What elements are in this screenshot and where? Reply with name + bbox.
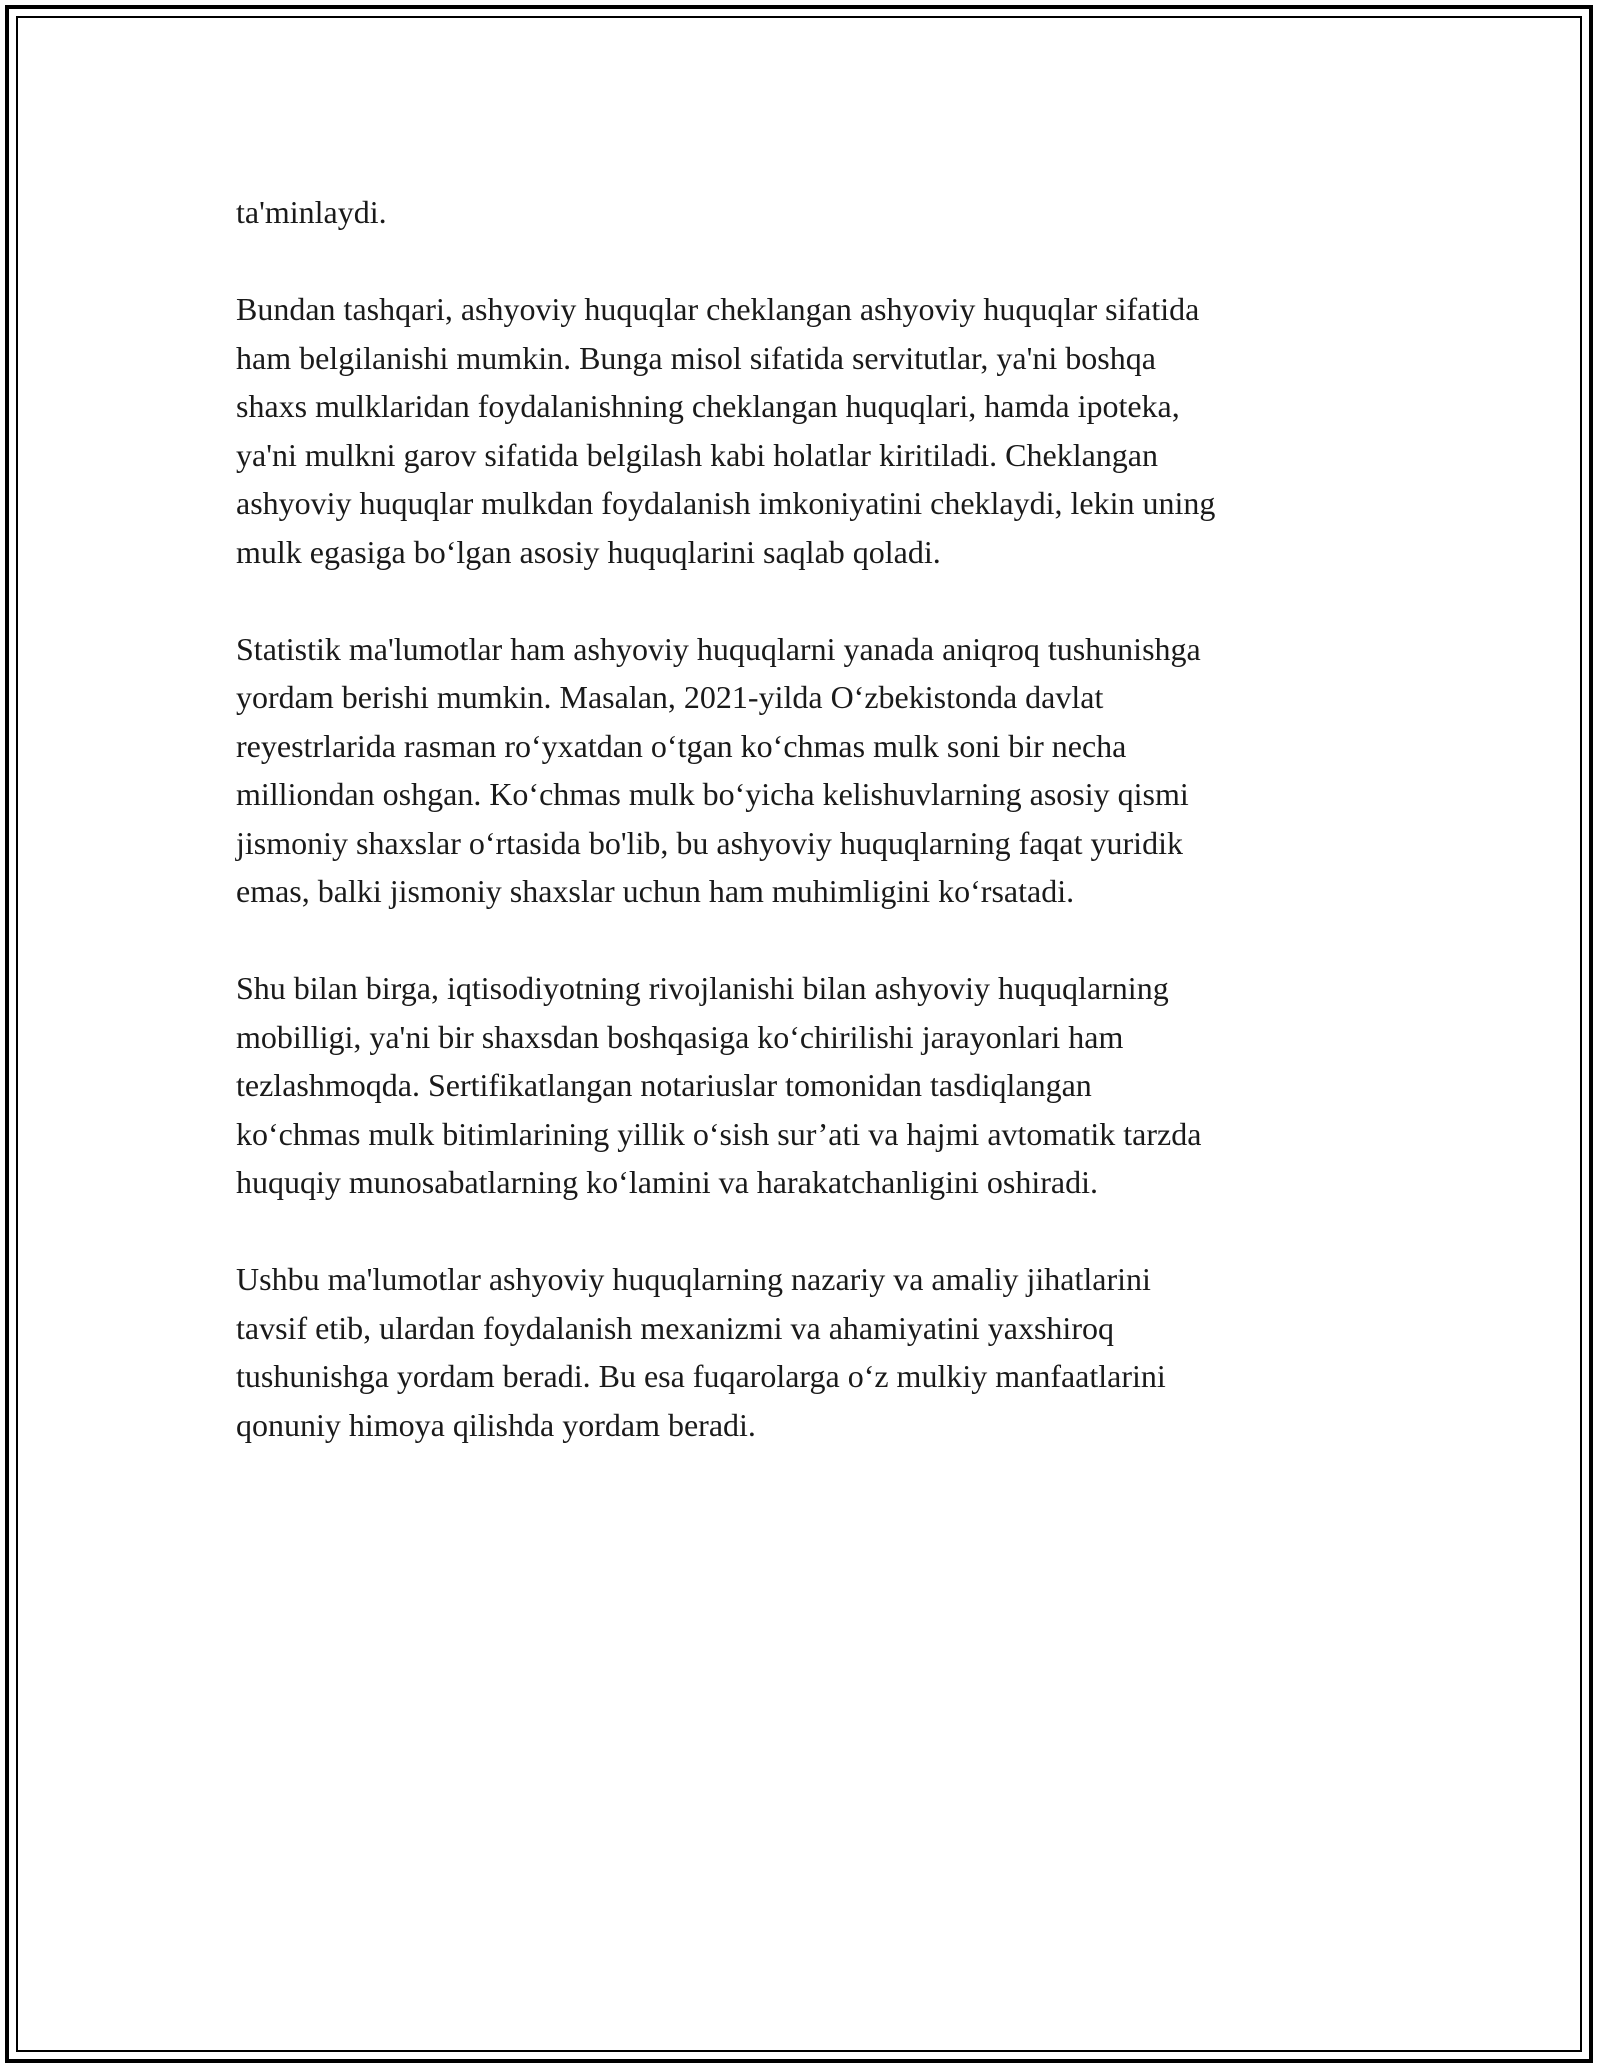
document-body	[236, 188, 1396, 1498]
paragraph: Bundan tashqari, ashyoviy huquqlar cheklangan ashyoviy huquqlar sifatida ham belgilanishi mumkin. Bunga misol sifatida servitutlar, ya'ni boshqa shaxs mulklaridan foydalanishning cheklangan huquqlari, hamda ipoteka, ya'ni mulkni garov sifatida belgilash kabi holatlar kiritiladi. Cheklangan ashyoviy huquqlar mulkdan foydalanish imkoniyatini cheklaydi, lekin uning mulk egasiga bo‘lgan asosiy huquqlarini saqlab qoladi.	[236, 291, 1216, 570]
paragraph: Statistik ma'lumotlar ham ashyoviy huquqlarni yanada aniqroq tushunishga yordam berishi mumkin. Masalan, 2021-yilda O‘zbekistonda davlat reyestrlarida rasman ro‘yxatdan o‘tgan ko‘chmas mulk soni bir necha milliondan oshgan. Ko‘chmas mulk bo‘yicha kelishuvlarning asosiy qismi jismoniy shaxslar o‘rtasida bo'lib, bu ashyoviy huquqlarning faqat yuridik emas, balki jismoniy shaxslar uchun ham muhimligini ko‘rsatadi.	[236, 630, 1201, 909]
paragraph: ta'minlaydi.	[236, 194, 387, 230]
paragraph: Ushbu ma'lumotlar ashyoviy huquqlarning nazariy va amaliy jihatlarini tavsif etib, ulardan foydalanish mexanizmi va ahamiyatini yaxshiroq tushunishga yordam beradi. Bu esa fuqarolarga o‘z mulkiy manfaatlarini qonuniy himoya qilishda yordam beradi.	[236, 1261, 1166, 1443]
paragraph: Shu bilan birga, iqtisodiyotning rivojlanishi bilan ashyoviy huquqlarning mobilligi, ya'ni bir shaxsdan boshqasiga ko‘chirilishi jarayonlari ham tezlashmoqda. Sertifikatlangan notariuslar tomonidan tasdiqlangan ko‘chmas mulk bitimlarining yillik o‘sish sur’ati va hajmi avtomatik tarzda huquqiy munosabatlarning ko‘lamini va harakatchanligini oshiradi.	[236, 970, 1202, 1200]
